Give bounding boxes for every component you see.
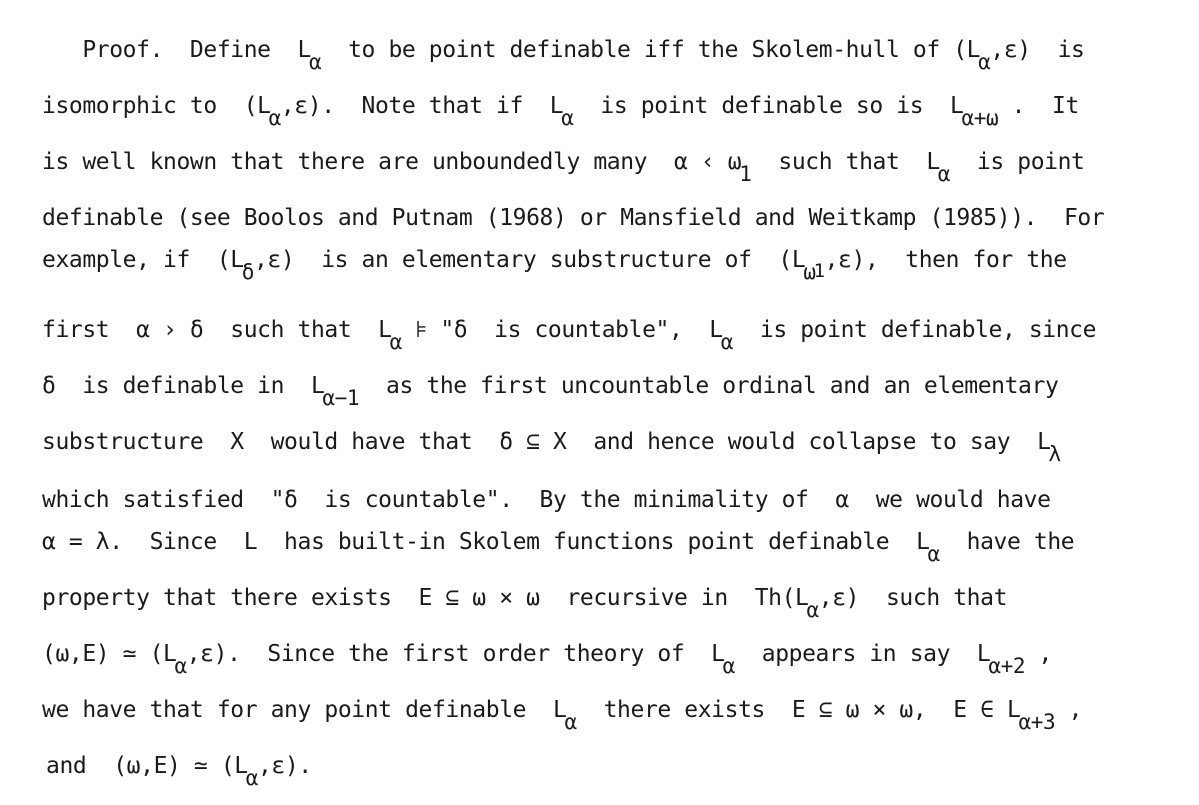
- subscript: α−1: [322, 386, 360, 410]
- text-segment: there exists E ⊆ ω × ω, E ∈ L: [576, 697, 1021, 723]
- subscript: α: [268, 106, 281, 130]
- text-segment: example, if (L: [42, 247, 244, 273]
- subscript: α: [937, 162, 951, 186]
- subscript: α: [245, 766, 258, 790]
- text-line: [42, 696, 1083, 734]
- text-segment: isomorphic to (L: [42, 93, 271, 119]
- text-segment: ,ε) is an elementary substructure of (L: [253, 247, 806, 273]
- text-segment: such that L: [751, 149, 940, 175]
- text-segment: have the: [939, 529, 1075, 555]
- text-segment: ,ε). Since the first order theory of L: [186, 641, 725, 667]
- subscript: α: [564, 710, 577, 734]
- text-segment: . It: [998, 93, 1079, 119]
- text-segment: as the first uncountable ordinal and an elementary: [359, 373, 1059, 399]
- subscript: α: [308, 50, 322, 74]
- text-line: [42, 528, 1075, 566]
- subscript: α: [561, 106, 574, 130]
- subscript: ω: [803, 260, 816, 284]
- text-segment: we have that for any point definable L: [42, 697, 567, 723]
- subscript: λ: [1048, 442, 1061, 466]
- text-line: [42, 428, 1061, 466]
- subscript: δ: [241, 260, 254, 284]
- subscript: 1: [813, 260, 825, 282]
- text-segment: property that there exists E ⊆ ω × ω recursive in Th(L: [42, 585, 809, 611]
- text-segment: [42, 37, 82, 63]
- proof-label: Proof.: [82, 37, 164, 63]
- text-segment: is point: [950, 149, 1085, 175]
- text-segment: and (ω,E) ≃ (L: [46, 753, 248, 779]
- text-segment: which satisfied "δ is countable". By the minimality of α we would have: [42, 487, 1051, 513]
- text-segment: definable (see Boolos and Putnam (1968) or Mansfield and Weitkamp (1985)). For: [42, 205, 1105, 231]
- subscript: α: [978, 50, 991, 74]
- text-line: [42, 148, 1085, 186]
- text-segment: ⊧ "δ is countable", L: [401, 317, 723, 343]
- text-segment: ,: [1055, 697, 1083, 723]
- text-segment: ,ε) such that: [818, 585, 1008, 611]
- text-segment: ,ε). Note that if L: [280, 93, 564, 119]
- text-line: [42, 486, 1051, 514]
- text-line: [42, 584, 1008, 622]
- text-segment: ,: [1025, 641, 1053, 667]
- text-line: [42, 36, 1085, 74]
- text-segment: (ω,E) ≃ (L: [42, 641, 177, 667]
- text-line: [42, 316, 1097, 354]
- text-segment: to be point definable iff the Skolem-hull of (L: [321, 37, 981, 63]
- text-line: [42, 640, 1053, 678]
- text-segment: appears in say L: [734, 641, 991, 667]
- subscript: 1: [739, 162, 752, 186]
- subscript: α: [927, 542, 940, 566]
- text-segment: α = λ. Since L has built-in Skolem functions point definable L: [42, 529, 930, 555]
- text-line: [46, 752, 312, 790]
- subscript: α: [720, 330, 733, 354]
- subscript: α: [389, 330, 402, 354]
- text-segment: is point definable, since: [733, 317, 1097, 343]
- text-segment: is well known that there are unboundedly many α ‹ ω: [42, 149, 742, 175]
- text-segment: Define L: [163, 37, 311, 63]
- text-line: [42, 92, 1079, 130]
- text-segment: δ is definable in L: [42, 373, 325, 399]
- text-line: [42, 204, 1104, 232]
- text-segment: first α › δ such that L: [42, 317, 392, 343]
- subscript: α+2: [988, 654, 1026, 678]
- text-segment: is point definable so is L: [573, 93, 964, 119]
- subscript: α: [174, 654, 187, 678]
- subscript: α+3: [1018, 710, 1056, 734]
- subscript: α: [722, 654, 735, 678]
- text-segment: ,ε) is: [990, 37, 1085, 63]
- subscript: α: [806, 598, 819, 622]
- text-line: [42, 372, 1059, 410]
- text-segment: substructure X would have that δ ⊆ X and hence would collapse to say L: [42, 429, 1051, 455]
- text-line: [42, 246, 1067, 284]
- subscript: α+ω: [961, 106, 999, 130]
- text-segment: ,ε), then for the: [824, 247, 1067, 273]
- text-segment: ,ε).: [257, 753, 312, 779]
